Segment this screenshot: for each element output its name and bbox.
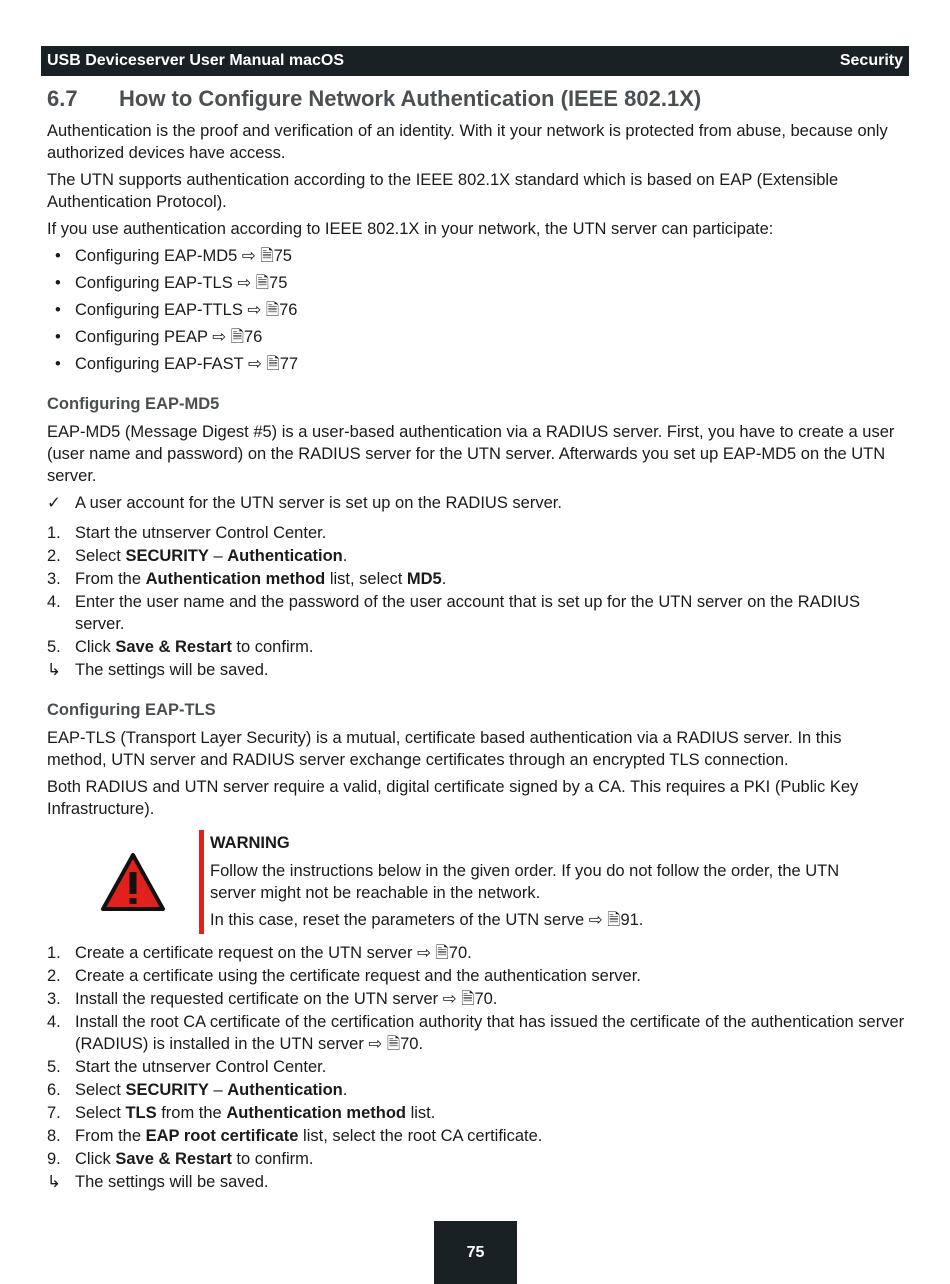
step: 1. Start the utnserver Control Center. [47, 524, 327, 542]
md5-heading: Configuring EAP-MD5 [47, 395, 220, 413]
list-item[interactable]: • Configuring EAP-FAST ⇨ 🗎77 [55, 355, 299, 373]
page-number: 75 [434, 1221, 517, 1284]
warning-text [210, 830, 850, 934]
step: 4. Install the root CA certificate of the certification authority that has issued the certificate of the authentication server (RADIUS) is installed in the UTN server ⇨ 🗎70. [47, 1013, 905, 1053]
result-arrow-icon: ↳ [47, 661, 61, 679]
page-reference-icon: ⇨ 🗎 [588, 911, 621, 929]
section-title: How to Configure Network Authentication (IEEE 802.1X) [119, 86, 702, 111]
section-number: 6.7 [47, 86, 78, 111]
list-item[interactable]: • Configuring PEAP ⇨ 🗎76 [55, 328, 263, 346]
step: 3. From the Authentication method list, select MD5. [47, 570, 447, 588]
step: 1. Create a certificate request on the UTN server ⇨ 🗎70. [47, 944, 472, 962]
section-heading [47, 88, 905, 110]
page-reference-icon: ⇨ 🗎 [442, 990, 475, 1008]
tls-description: Both RADIUS and UTN server require a valid, digital certificate signed by a CA. This requires a PKI (Public Key Infrastructure). [47, 778, 859, 818]
step-result: ↳ The settings will be saved. [47, 661, 269, 679]
step: 5. Click Save & Restart to confirm. [47, 638, 314, 656]
step: 9. Click Save & Restart to confirm. [47, 1150, 314, 1168]
intro-paragraph: Authentication is the proof and verification of an identity. With it your network is protected from abuse, because only authorized devices have access. [47, 122, 888, 162]
page-reference-icon: ⇨ 🗎 [248, 355, 280, 373]
intro-paragraph: The UTN supports authentication according to the IEEE 802.1X standard which is based on EAP (Extensible Authentication Protocol). [47, 171, 839, 211]
warning-line: In this case, reset the parameters of the UTN serve ⇨ 🗎91. [210, 911, 644, 929]
tls-description: EAP-TLS (Transport Layer Security) is a mutual, certificate based authentication via a RADIUS server. In this method, UTN server and RADIUS server exchange certificates through an encrypted TLS connection. [47, 729, 842, 769]
method-list [47, 245, 905, 375]
header-section: Security [839, 52, 903, 69]
step: 2. Select SECURITY – Authentication. [47, 547, 348, 565]
md5-description: EAP-MD5 (Message Digest #5) is a user-based authentication via a RADIUS server. First, you have to create a user (user name and password) on the RADIUS server for the UTN server. Afterwards you set up EAP-MD5 on the UTN server. [47, 423, 895, 485]
list-item[interactable]: • Configuring EAP-TLS ⇨ 🗎75 [55, 274, 288, 292]
tls-steps [47, 942, 905, 1170]
step: 7. Select TLS from the Authentication method list. [47, 1104, 436, 1122]
intro-paragraph: If you use authentication according to IEEE 802.1X in your network, the UTN server can participate: [47, 220, 774, 238]
page-reference-icon: ⇨ 🗎 [417, 944, 449, 962]
step: 6. Select SECURITY – Authentication. [47, 1081, 348, 1099]
warning-title: WARNING [210, 834, 290, 852]
page-header [41, 46, 909, 76]
list-item[interactable]: • Configuring EAP-MD5 ⇨ 🗎75 [55, 247, 292, 265]
result-arrow-icon: ↳ [47, 1173, 61, 1191]
checkmark-icon: ✓ [47, 494, 61, 512]
md5-steps [47, 522, 905, 658]
step: 5. Start the utnserver Control Center. [47, 1058, 327, 1076]
warning-line: Follow the instructions below in the given order. If you do not follow the order, the UTN server might not be reachable in the network. [210, 862, 840, 902]
tls-heading: Configuring EAP-TLS [47, 701, 216, 719]
page-reference-icon: ⇨ 🗎 [247, 301, 280, 319]
page-content [47, 88, 905, 1201]
warning-triangle-icon [47, 830, 199, 934]
header-title: USB Deviceserver User Manual macOS [47, 52, 345, 69]
step: 4. Enter the user name and the password of the user account that is set up for the UTN server on the RADIUS server. [47, 593, 861, 633]
step: 3. Install the requested certificate on the UTN server ⇨ 🗎70. [47, 990, 498, 1008]
page-reference-icon: ⇨ 🗎 [241, 247, 274, 265]
list-item[interactable]: • Configuring EAP-TTLS ⇨ 🗎76 [55, 301, 298, 319]
warning-bar [199, 830, 204, 934]
step: 8. From the EAP root certificate list, select the root CA certificate. [47, 1127, 543, 1145]
page-reference-icon: ⇨ 🗎 [237, 274, 270, 292]
step: 2. Create a certificate using the certificate request and the authentication server. [47, 967, 641, 985]
step-result: ↳ The settings will be saved. [47, 1173, 269, 1191]
warning-box [47, 830, 905, 934]
page-reference-icon: ⇨ 🗎 [368, 1035, 401, 1053]
prerequisite: ✓ A user account for the UTN server is set up on the RADIUS server. [47, 494, 562, 512]
page-reference-icon: ⇨ 🗎 [212, 328, 244, 346]
